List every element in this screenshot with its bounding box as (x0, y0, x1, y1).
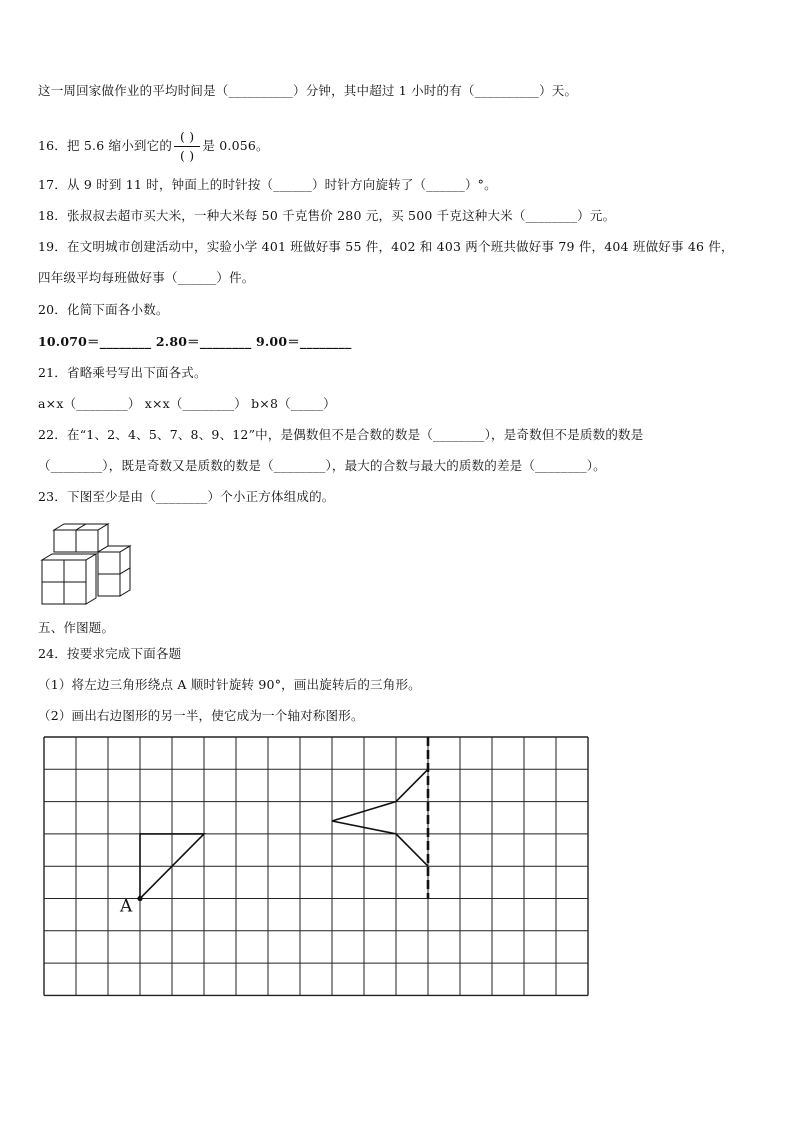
q24-part2: （2）画出右边图形的另一半，使它成为一个轴对称图形。 (38, 708, 364, 723)
q16-numerator-blank[interactable]: ( ) (174, 128, 200, 147)
drawing-grid[interactable] (42, 735, 587, 1000)
q22-line2: （________），既是奇数又是质数的数是（________），最大的合数与最大的质数的差是（________）。 (38, 458, 606, 473)
q16 (38, 128, 269, 165)
q16-pre: 16．把 5.6 缩小到它的 (38, 138, 173, 153)
q16-denominator-blank[interactable]: ( ) (180, 148, 195, 163)
q21: 21．省略乘号写出下面各式。 (38, 365, 207, 380)
q23: 23．下图至少是由（________）个小正方体组成的。 (38, 489, 335, 504)
point-a-label: A (120, 896, 133, 917)
q16-post: 是 0.056。 (202, 138, 269, 153)
half-shape (332, 769, 428, 866)
q17: 17．从 9 时到 11 时，钟面上的时针按（______）时针方向旋转了（______）°。 (38, 177, 497, 192)
q20: 20．化简下面各小数。 (38, 302, 169, 317)
q24-part1: （1）将左边三角形绕点 A 顺时针旋转 90°，画出旋转后的三角形。 (38, 677, 421, 692)
q18: 18．张叔叔去超市买大米，一种大米每 50 千克售价 280 元，买 500 千克这种大米（________）元。 (38, 208, 616, 223)
q24: 24．按要求完成下面各题 (38, 646, 182, 661)
q15-continuation: 这一周回家做作业的平均时间是（__________）分钟，其中超过 1 小时的有（__________）天。 (38, 83, 578, 98)
q21-items: a×x（________） x×x（________） b×8（_____） (38, 396, 336, 411)
q20-items: 10.070＝________ 2.80＝________ 9.00＝________ (38, 334, 352, 349)
cube-stack-figure (40, 522, 140, 612)
point-a (137, 896, 142, 901)
section-5-title: 五、作图题。 (38, 620, 115, 635)
q22-line1: 22．在“1、2、4、5、7、8、9、12”中，是偶数但不是合数的数是（________），是奇数但不是质数的数是 (38, 427, 644, 442)
q19-line1: 19．在文明城市创建活动中，实验小学 401 班做好事 55 件，402 和 403 两个班共做好事 79 件，404 班做好事 46 件， (38, 239, 734, 254)
q19-line2: 四年级平均每班做好事（______）件。 (38, 270, 255, 285)
q16-fraction (174, 128, 200, 165)
